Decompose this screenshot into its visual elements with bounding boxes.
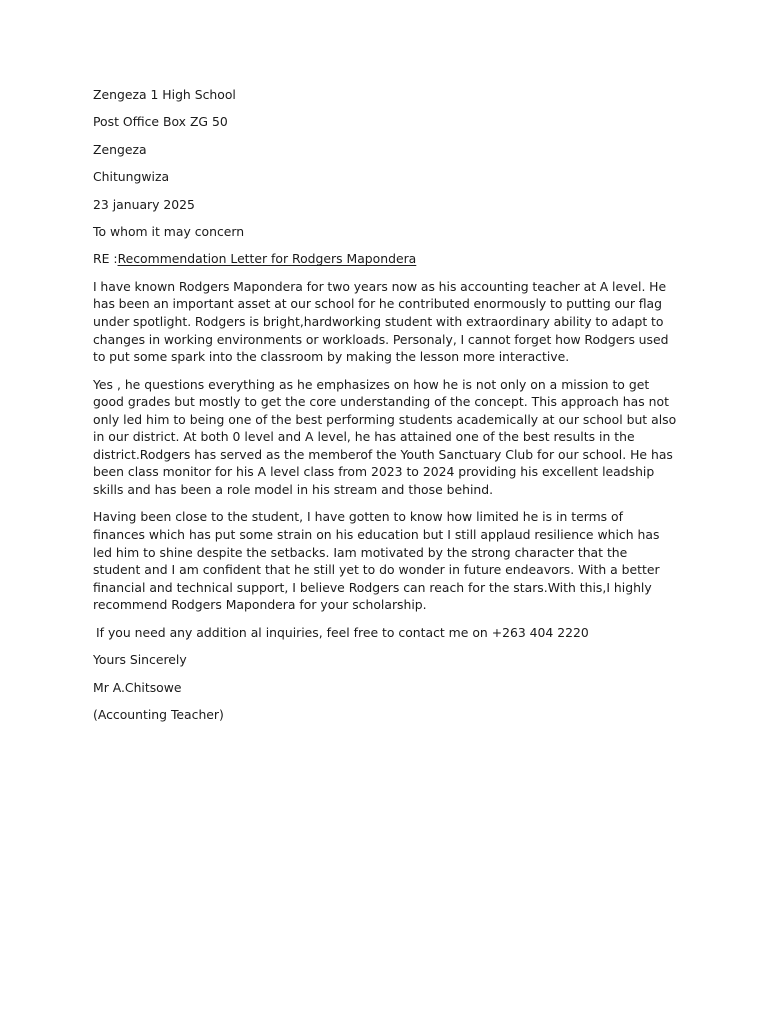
salutation: To whom it may concern: [93, 223, 245, 239]
re-subject: Recommendation Letter for Rodgers Mapondera: [117, 251, 417, 267]
re-label: RE :: [93, 251, 118, 267]
post-office-box: Post Office Box ZG 50: [93, 114, 228, 130]
letter-date: 23 january 2025: [93, 196, 195, 212]
town: Chitungwiza: [93, 169, 170, 185]
school-name: Zengeza 1 High School: [93, 87, 236, 102]
contact-line: If you need any addition al inquiries, feel free to contact me on +263 404 2220: [96, 624, 589, 640]
body-paragraph-1: I have known Rodgers Mapondera for two years now as his accounting teacher at A level. He has been an important asset at our school for he contributed enormously to putting our flag under spotlight. Rodgers is bright,hardworking student with extraordinary ability to adapt to changes in working environments or workloads. Personaly, I cannot forget how Rodgers used to put some spark into the classroom by making the lesson more interactive.: [93, 278, 669, 365]
re-line: [93, 250, 677, 268]
closing: Yours Sincerely: [93, 652, 187, 668]
letter-page: [93, 86, 677, 733]
signatory-name: Mr A.Chitsowe: [93, 679, 182, 695]
body-paragraph-3: Having been close to the student, I have gotten to know how limited he is in terms of finances which has put some strain on his education but I still applaud resilience which has led him to shine despite the setbacks. Iam motivated by the strong character that the student and I am confident that he still yet to do wonder in future endeavors. With a better financial and technical support, I believe Rodgers can reach for the stars.With this,I highly recommend Rodgers Mapondera for your scholarship.: [93, 509, 660, 613]
suburb: Zengeza: [93, 141, 147, 157]
body-paragraph-2: Yes , he questions everything as he emphasizes on how he is not only on a mission to get good grades but mostly to get the core understanding of the concept. This approach has not only led him to being one of the best performing students academically at our school but also in our district. At both 0 level and A level, he has attained one of the best results in the district.Rodgers has served as the memberof the Youth Sanctuary Club for our school. He has been class monitor for his A level class from 2023 to 2024 providing his excellent leadship skills and has been a role model in his stream and those behind.: [93, 376, 677, 498]
signatory-title: (Accounting Teacher): [93, 706, 224, 722]
